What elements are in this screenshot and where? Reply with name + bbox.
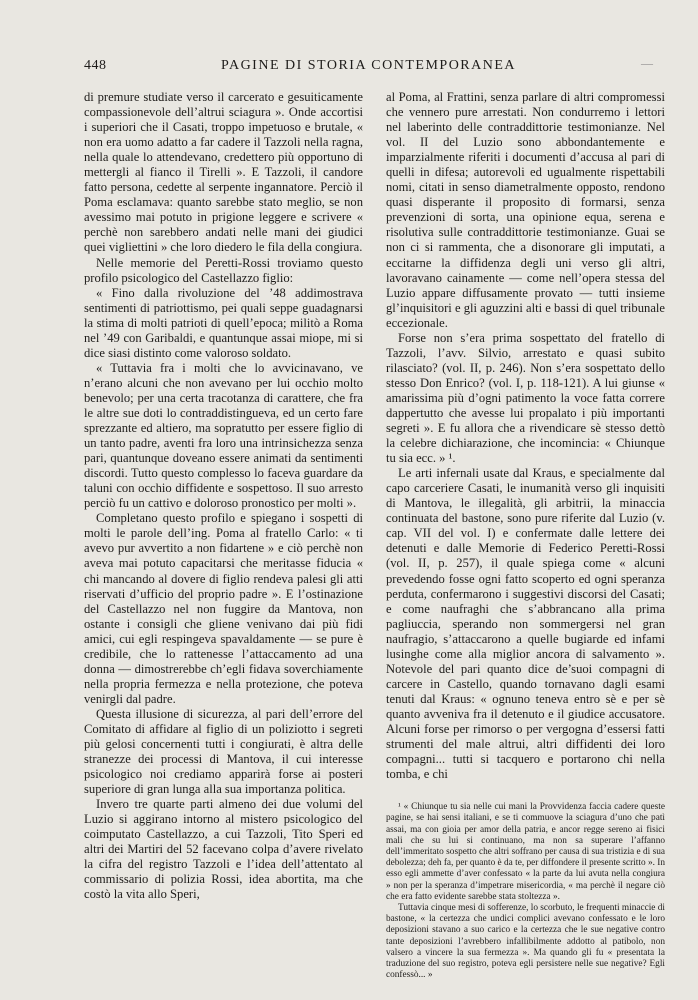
paragraph: al Poma, al Frattini, senza parlare di altri compromessi che vennero pure arrestati. Non condurremo i lettori nel laberinto delle contraddittorie testimonianze. Nel vol. II del Luzio sono abbondantemente e imparzialmente riferiti i documenti d’accusa al pari di quelli in difesa; autorevoli ed ugualmente rispettabili nomi, citati in senso diametralmente opposto, rendono quasi disperante il proposito di formarsi, senza prevenzioni di sorta, una opinione equa, serena e risolutiva sulle contraddittorie testimonianze. Guai se non ci si rammenta, che a disonorare gli imputati, a eccitarne la diffidenza degli uni verso gli altri, lavoravano cainamente — come nell’opera stessa del Luzio appare diffusamente provato — tutti insieme gl’inquisitori e gli aguzzini alti e bassi di quel tribunale eccezionale. (386, 90, 665, 330)
paragraph: Le arti infernali usate dal Kraus, e specialmente dal capo carceriere Casati, le inumanità verso gli inquisiti di Mantova, le illegalità, gli arbitrii, la minaccia continuata del bastone, sono pure riferite dal Luzio (v. cap. VII del vol. I) e confermate dalle lettere dei detenuti e dalle Memorie di Federico Peretti-Rossi (vol. II, p. 257), il quale spiega come « alcuni prevedendo fosse ogni fatto scoperto ed ogni speranza perduta, confermarono i suggestivi discorsi del Casati; e come naufraghi che s’abbrancano alla prima pagliuccia, sperando non sommergersi nel gran naufragio, s’attaccarono a quelle bugiarde ed infami lusinghe come alla miglior ancora di salvamento ». Notevole del pari quanto dice de’suoi compagni di carcere in Castello, quando tornavano dagli esami tenuti dal Kraus: « ognuno teneva entro sè e per sè quanto avveniva fra il detenuto e il giudice accusatore. Alcuni forse per rimorso o per vergogna d’essersi fatti strumenti del male altrui, altri diffidenti dei loro compagni... tutti si tacquero e portarono chi nella tomba, e chi (386, 466, 665, 782)
running-title: PAGINE DI STORIA CONTEMPORANEA (220, 58, 517, 73)
paragraph: Forse non s’era prima sospettato del fratello di Tazzoli, l’avv. Silvio, arrestato e quasi subito rilasciato? (vol. II, p. 246). Non s’era sospettato dello stesso Don Enrico? (vol. I, p. 118-121). A lui giunse « amarissima più d’ogni patimento la voce fatta correre dappertutto che avesse lui propalato i più importanti segreti ». E fu allora che a rivendicare sè stesso dettò la celebre dichiarazione, che incomincia: « Chiunque tu sia ecc. » ¹. (386, 330, 665, 466)
paragraph: Questa illusione di sicurezza, al pari dell’errore del Comitato di affidare al figlio di un poliziotto i segreti più gelosi concernenti tutti i congiurati, è altra delle stranezze dei processi di Mantova, il cui interesse psicologico noi crediamo apparirà forse ai posteri superiore di gran lunga alla sua importanza politica. (84, 706, 363, 797)
corner-mark: — (641, 56, 653, 70)
paragraph: « Tuttavia fra i molti che lo avvicinavano, ve n’erano alcuni che non avevano per lui occhio molto benevolo; per una certa tracotanza di carattere, che fra le altre sue doti lo contraddistingueva, ed un certo fare sprezzante ed altiero, ma sopratutto per essere figlio di un tanto padre, aventi fra loro una intrinsichezza senza pari, quantunque doveano essere animati da sentimenti discordi. Tutto questo complesso lo faceva guardare da taluni con occhio diffidente e sospettoso. Il suo arresto perciò fu un cattivo e doloroso pronostico per molti ». (84, 360, 363, 511)
footnote (386, 802, 665, 981)
page-number: 448 (84, 58, 107, 73)
paragraph: Nelle memorie del Peretti-Rossi troviamo questo profilo psicologico del Castellazzo figlio: (84, 255, 363, 285)
left-column (84, 90, 363, 903)
page-header (84, 58, 653, 78)
footnote-paragraph: ¹ « Chiunque tu sia nelle cui mani la Provvidenza faccia cadere queste pagine, se hai sensi italiani, e se ti commuove la sciagura d’uno che patì assai, ma con gioia per amor della patria, e ancor regge sereno ai fisici mali che su lui si continuano, ma non sa superare l’affanno dell’immeritato sospetto che altri soffrano per causa di sua tristizia e di sua debolezza; deh fa, per quanto è da te, per diffondere il presente scritto ». In esso egli ammette d’aver confessato « la parte da lui avuta nella congiura » non per la speranza d’impetrare misericordia, « ma perchè il negare ciò che era fatto evidente sarebbe stata stoltezza ». (386, 802, 665, 902)
footnote-paragraph: Tuttavia cinque mesi di sofferenze, lo scorbuto, le frequenti minaccie di bastone, « la certezza che undici complici avevano confessato e le loro deposizioni stavano a suo carico e la certezza che le sue negative contro tante deposizioni l’avrebbero infallibilmente addotto al patibolo, non valsero a vincere la sua fermezza ». Ma quando gli fu « presentata la traduzione del suo registro, poteva egli persistere nelle sue negative? Egli confessò... » (386, 902, 665, 981)
paragraph: Completano questo profilo e spiegano i sospetti di molti le parole dell’ing. Poma al fratello Carlo: « ti avevo pur avvertito a non fidartene » e ciò perchè non aveva mai potuto capacitarsi che meritasse fiducia « chi mancando al dovere di figlio rendeva palesi gli atti riservati d’ufficio del proprio padre ». E l’ostinazione del Castellazzo nel non fuggire da Mantova, non ostante i consigli che gliene venivano dai più fidi amici, cui egli respingeva spavaldamente — se pure è credibile, che lo rattenesse l’attaccamento ad una donna — dimostrerebbe ch’egli fidava soverchiamente nella propria fermezza e nella protezione, che poteva venirgli dal padre. (84, 511, 363, 706)
paragraph: di premure studiate verso il carcerato e gesuiticamente compassionevole dell’altrui sciagura ». Onde accortisi i superiori che il Casati, troppo impetuoso e brutale, « non era uomo adatto a far cadere il Tazzoli nella ragna, nella quale lo attendevano, credettero più opportuno di mettergli al fianco il Tirelli ». E Tazzoli, il candore fatto persona, cedette al serpente ingannatore. Perciò il Poma esclamava: quanto sarebbe stato meglio, se non avessimo mai potuto in prigione leggere e scrivere « perchè non sarebbero andati nelle mani dei giudici quei vigliettini » che loro diedero le fila della congiura. (84, 90, 363, 255)
paragraph: « Fino dalla rivoluzione del ’48 addimostrava sentimenti di patriottismo, pei quali seppe guadagnarsi la stima di molti patrioti di quell’epoca; militò a Roma nel ’49 con Garibaldi, e quantunque assai miope, mi si dice siasi distinto come valoroso soldato. (84, 285, 363, 360)
right-column (386, 90, 665, 981)
paragraph: Invero tre quarte parti almeno dei due volumi del Luzio si aggirano intorno al mistero psicologico del coimputato Castellazzo, a cui Tazzoli, Tito Speri ed altri dei Martiri del 52 facevano colpa d’avere rivelato la cifra del registro Tazzoli e l’idea dell’attentato al commissario di polizia Rossi, idea abortita, ma che costò la vita allo Speri, (84, 797, 363, 902)
